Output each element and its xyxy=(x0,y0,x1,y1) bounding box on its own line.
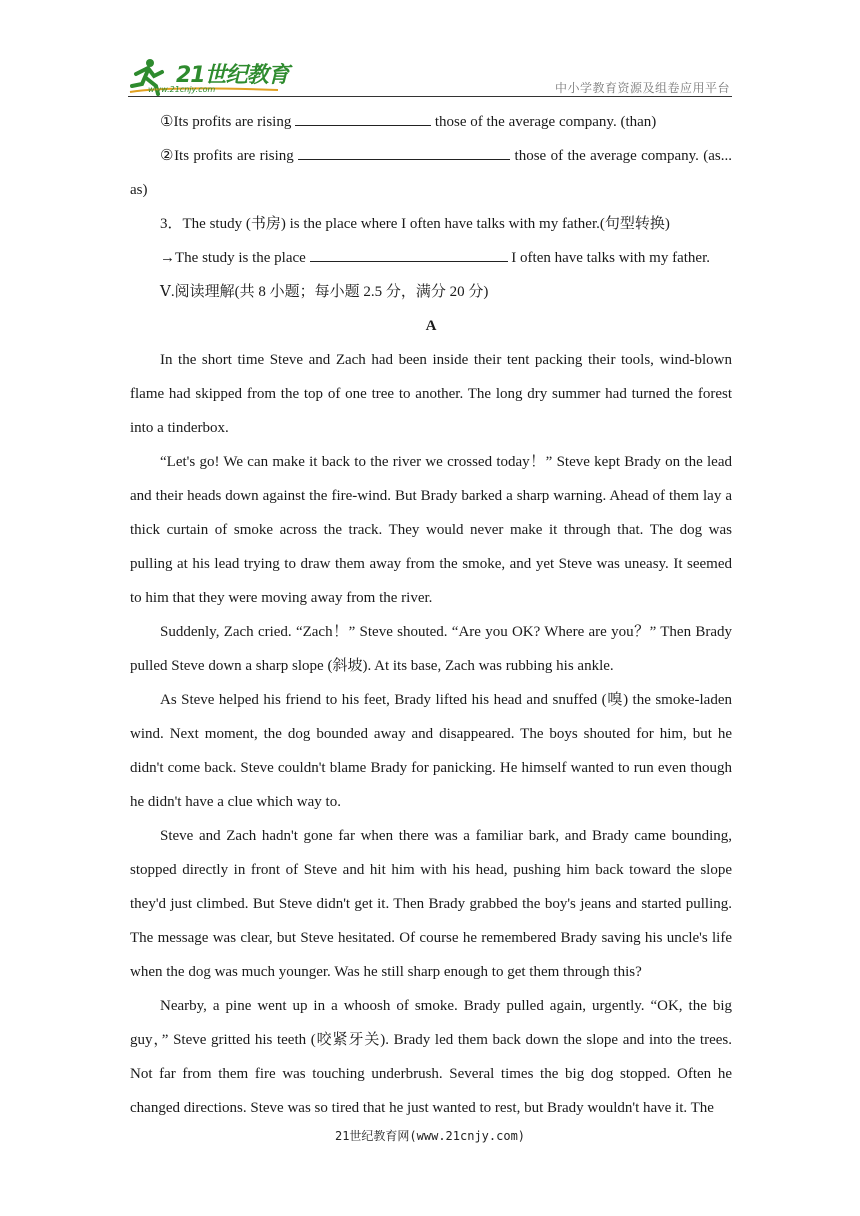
answer-blank-2[interactable] xyxy=(298,143,510,160)
exercise-line-2 xyxy=(130,139,732,207)
q3-suffix: I often have talks with my father. xyxy=(507,250,710,266)
line2-suffix: those of the average company. (as... as) xyxy=(130,148,733,198)
line2-prefix: ②Its profits are rising xyxy=(160,148,299,164)
answer-blank-3[interactable] xyxy=(310,245,508,262)
document-body xyxy=(130,105,732,1125)
passage-paragraph: Suddenly, Zach cried. “Zach！” Steve shouted. “Are you OK? Where are you？” Then Brady pulled Steve down a sharp slope (斜坡). At its base, Zach was rubbing his ankle. xyxy=(130,624,732,674)
page-header xyxy=(0,0,860,100)
section-heading: Ⅴ.阅读理解(共 8 小题；每小题 2.5 分，满分 20 分) xyxy=(160,284,489,300)
logo-text: 21世纪教育 xyxy=(176,63,289,88)
passage-label: A xyxy=(425,318,437,334)
question-3-transform xyxy=(130,241,732,275)
logo-url: www.21cnjy.com xyxy=(148,85,216,94)
passage-paragraph: Nearby, a pine went up in a whoosh of smoke. Brady pulled again, urgently. “OK, the big guy，” Steve gritted his teeth (咬紧牙关). Brady led them back down the slope and into the trees. Not far from them fire was touching underbrush. Several times the big dog stopped. Often he changed directions. Steve was so tired that he just wanted to rest, but Brady wouldn't have it. The xyxy=(130,998,732,1116)
passage-paragraph: In the short time Steve and Zach had been inside their tent packing their tools, wind-blown flame had skipped from the top of one tree to another. The long dry summer had turned the forest into a tinderbox. xyxy=(130,352,732,436)
header-divider xyxy=(128,96,732,97)
answer-blank-1[interactable] xyxy=(295,109,431,126)
passage-paragraph: As Steve helped his friend to his feet, Brady lifted his head and snuffed (嗅) the smoke-laden wind. Next moment, the dog bounded away and disappeared. The boys shouted for him, but he didn't come back. Steve couldn't blame Brady for panicking. He himself wanted to run even though he didn't have a clue which way to. xyxy=(130,692,732,810)
line1-suffix: those of the average company. (than) xyxy=(431,114,657,130)
passage-paragraph: Steve and Zach hadn't gone far when there was a familiar bark, and Brady came bounding, stopped directly in front of Steve and hit him with his head, pushing him back toward the slope they'd just climbed. But Steve didn't get it. Then Brady grabbed the boy's jeans and started pulling. The message was clear, but Steve hesitated. Of course he remembered Brady saving his uncle's life when the dog was much younger. Was he still sharp enough to get them through this? xyxy=(130,828,732,980)
page-footer: 21世纪教育网(www.21cnjy.com) xyxy=(334,1129,526,1143)
q3-prefix: →The study is the place xyxy=(160,250,310,266)
passage-paragraph: “Let's go! We can make it back to the river we crossed today！” Steve kept Brady on the lead and their heads down against the fire-wind. But Brady barked a sharp warning. Ahead of them lay a thick curtain of smoke across the track. They would never make it through that. The dog was pulling at his lead trying to draw them away from the smoke, and yet Steve was uneasy. It seemed to him that they were moving away from the river. xyxy=(130,454,732,606)
question-3: 3．The study (书房) is the place where I often have talks with my father.(句型转换) xyxy=(160,216,670,232)
header-tagline: 中小学教育资源及组卷应用平台 xyxy=(554,81,730,95)
exercise-line-1 xyxy=(130,105,732,139)
line1-prefix: ①Its profits are rising xyxy=(160,114,296,130)
